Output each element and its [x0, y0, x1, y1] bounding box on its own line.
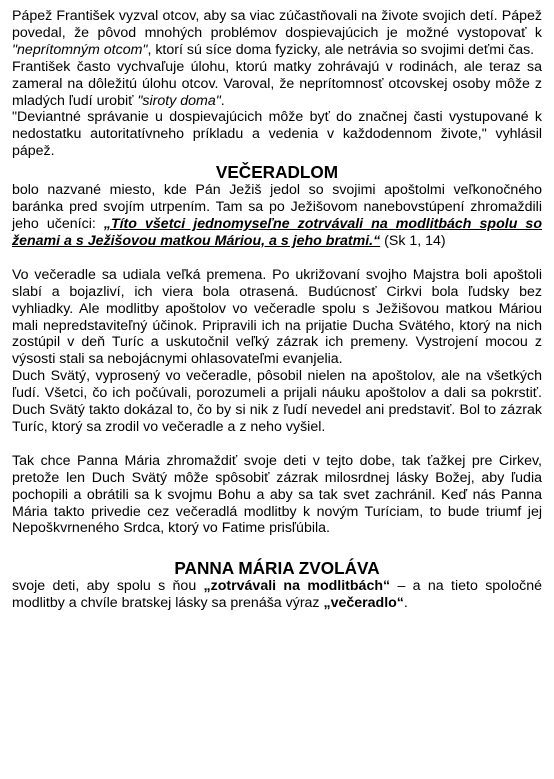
- bold-phrase-cenacle: „večeradlo“: [323, 595, 404, 612]
- text-run: .: [220, 92, 225, 109]
- paragraph-mary-gathers: Tak chce Panna Mária zhromaždiť svoje deti v tejto dobe, tak ťažkej pre Cirkev, pretože len Duch Svätý môže spôsobiť zázrak milosrdnej lásky Božej, aby ľudia pochopili a obrátili sa k svojmu Bohu a aby sa tak svet zachránil. Keď nás Panna Mária takto privedie cez večeradlá modlitby k novým Turíciam, to bude triumf jej Nepoškvrneného Srdca, ktorý vo Fatime prisľúbila.: [12, 452, 542, 537]
- heading-panna-maria-zvolava: PANNA MÁRIA ZVOLÁVA: [174, 558, 380, 579]
- text-run: František často vychvaľuje úlohu, ktorú matky zohrávajú v rodinách, ale teraz sa zameral na dôležitú úlohu otcov. Varoval, že neprítomnosť otcovskej osoby môže z mladých ľudí urobiť: [12, 58, 542, 109]
- spacer: [12, 436, 542, 453]
- text-run: .: [403, 595, 408, 612]
- spacer: [12, 250, 542, 267]
- spacer: [12, 537, 542, 554]
- paragraph-holy-spirit: Duch Svätý, vyprosený vo večeradle, pôsobil nielen na apoštolov, ale na všetkých ľudí. Všetci, čo ich počúvali, porozumeli a prijali náuku apoštolov a dali sa pokrstiť. Duch Svätý takto dokázal to, čo by si nik z ľudí nevedel ani predstaviť. Bol to zázrak Turíc, ktorý sa zrodil vo večeradle a z neho vyšiel.: [12, 368, 542, 435]
- text-run: bolo nazvané miesto, kde Pán Ježiš jedol so svojimi apoštolmi veľkonočného baránka pred svojím utrpením. Tam sa po Ježišovom nanebovstúpení zhromaždili jeho učeníci:: [12, 182, 542, 232]
- paragraph-transformation: Vo večeradle sa udiala veľká premena. Po ukrižovaní svojho Majstra boli apoštoli slabí a bojazliví, ich viera bola otrasená. Budúcnosť Cirkvi bola ľudsky bez vyhliadky. Ale modlitby apoštolov vo večeradle spolu s Ježišovou matkou Máriou mali nepredstaviteľný účinok. Pripravili ich na prijatie Ducha Svätého, ktorý na nich zostúpil v deň Turíc a uskutočnil veľký zázrak ich premeny. Vystrojení mocou z výsosti stali sa nebojácnymi ohlasovateľmi evanjelia.: [12, 266, 542, 368]
- paragraph-mary-calls: [12, 578, 542, 612]
- text-run: , ktorí sú síce doma fyzicky, ale netrávia so svojimi deťmi čas.: [147, 41, 535, 58]
- text-run: – a na tieto spoločné modlitby a chvíle bratskej lásky sa prenáša výraz: [12, 578, 542, 612]
- text-run: svoje deti, aby spolu s ňou: [12, 578, 204, 595]
- italic-quote-absent-fathers: "neprítomným otcom": [12, 41, 148, 58]
- paragraph-pope-fathers: [12, 8, 542, 59]
- bible-reference: (Sk 1, 14): [380, 232, 446, 249]
- paragraph-role-of-fathers: [12, 59, 542, 110]
- bible-quote: „Títo všetci jednomyseľne zotrvávali na modlitbách spolu so ženami a s Ježišovou matkou Máriou, a s jeho bratmi.“: [12, 215, 542, 249]
- italic-quote-orphans: "siroty doma": [137, 92, 221, 109]
- text-run: Pápež František vyzval otcov, aby sa viac zúčastňovali na živote svojich detí. Pápež povedal, že pôvod mnohých problémov dospievajúcich je možné vystopovať k: [12, 8, 542, 41]
- heading-veceradlom: VEČERADLOM: [215, 162, 339, 183]
- paragraph-deviant-behaviour: "Deviantné správanie u dospievajúcich môže byť do značnej časti vystupované k nedostatku autoritatívneho príkladu a vedenia v každodennom živote," vyhlásil pápež.: [12, 109, 542, 160]
- bold-phrase-prayer: „zotrvávali na modlitbách“: [203, 578, 391, 595]
- paragraph-upper-room: [12, 182, 542, 250]
